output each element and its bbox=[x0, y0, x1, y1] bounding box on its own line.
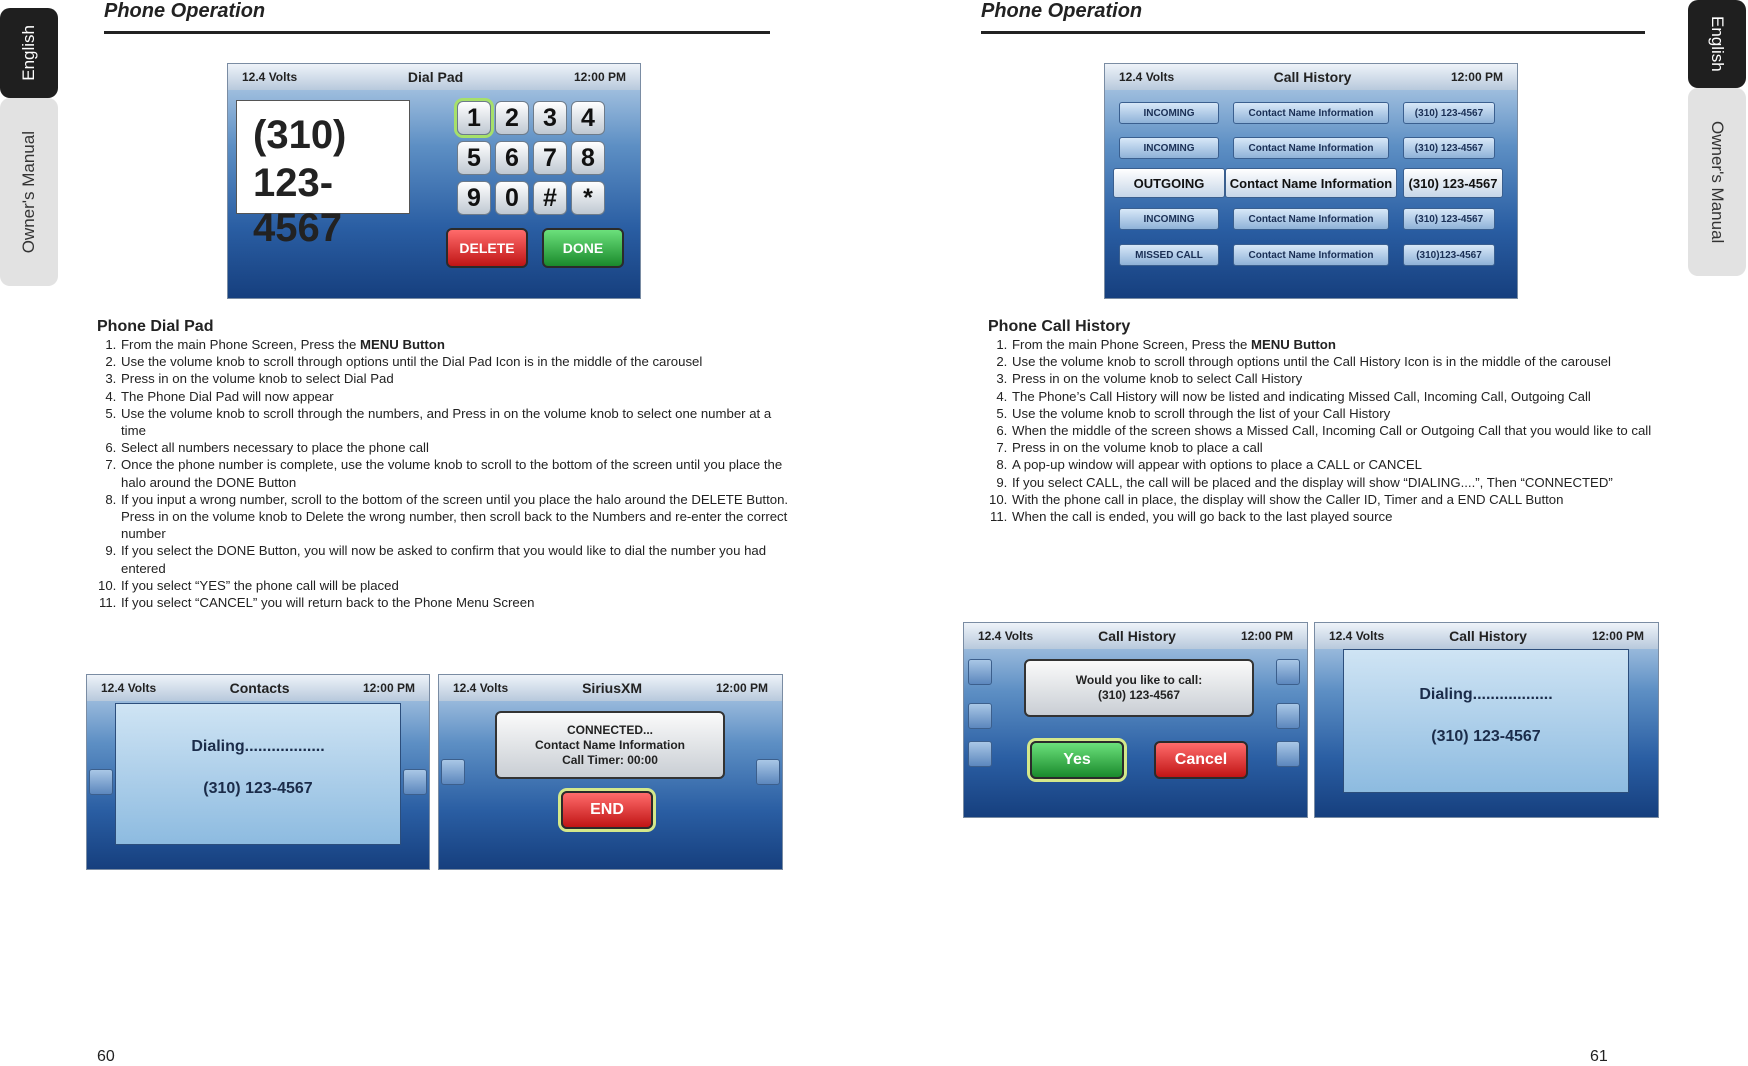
page-number: 61 bbox=[1590, 1048, 1608, 1065]
tab-english[interactable] bbox=[1688, 0, 1746, 88]
step-text: Use the volume knob to scroll through options until the Dial Pad Icon is in the middle of the carousel bbox=[121, 354, 703, 370]
volts-readout: 12.4 Volts bbox=[1329, 629, 1385, 643]
dialing-number: (310) 123-4567 bbox=[1431, 728, 1541, 745]
clock: 12:00 PM bbox=[573, 70, 626, 84]
number-line-2: 123-4567 bbox=[253, 161, 342, 250]
tab-owners-manual-label: Owner's Manual bbox=[19, 130, 38, 254]
confirm-question: Would you like to call: bbox=[1075, 673, 1203, 687]
step-text: From the main Phone Screen, Press the bbox=[1012, 337, 1251, 352]
side-nub bbox=[968, 659, 992, 685]
step-text: If you input a wrong number, scroll to the bottom of the screen until you place the halo around the DELETE Button. Press in on the volume knob to Delete the wrong number, then scroll back to the Numbers and re-enter the correct number bbox=[121, 491, 789, 542]
clock: 12:00 PM bbox=[1450, 70, 1503, 84]
step-text: Press in on the volume knob to select Call History bbox=[1012, 371, 1303, 387]
heading-rule bbox=[981, 31, 1645, 34]
step-item bbox=[120, 370, 792, 387]
key-7[interactable]: 7 bbox=[533, 141, 567, 175]
clock: 12:00 PM bbox=[715, 681, 768, 695]
key-3[interactable]: 3 bbox=[533, 101, 567, 135]
step-text: With the phone call in place, the display will show the Caller ID, Timer and a END CALL Button bbox=[1012, 491, 1564, 507]
clock: 12:00 PM bbox=[1591, 629, 1644, 643]
clock: 12:00 PM bbox=[362, 681, 415, 695]
side-nub bbox=[1276, 703, 1300, 729]
step-item bbox=[120, 577, 792, 594]
key-8[interactable]: 8 bbox=[571, 141, 605, 175]
screenshot-contacts-dialing bbox=[86, 674, 430, 870]
screen-title: Contacts bbox=[229, 680, 290, 696]
step-item bbox=[1011, 370, 1683, 387]
side-nub bbox=[756, 759, 780, 785]
history-row-2-type[interactable]: INCOMING bbox=[1119, 137, 1219, 159]
screenshot-confirm-call bbox=[963, 622, 1308, 818]
tab-owners-manual[interactable] bbox=[0, 98, 58, 286]
side-nub bbox=[968, 703, 992, 729]
side-nub bbox=[1276, 659, 1300, 685]
number-display bbox=[236, 100, 410, 250]
page-number: 60 bbox=[97, 1048, 115, 1065]
step-item bbox=[1011, 439, 1683, 456]
history-row-3-name[interactable]: Contact Name Information bbox=[1225, 168, 1397, 198]
step-item bbox=[120, 353, 792, 370]
steps-list bbox=[97, 336, 792, 611]
status-bar bbox=[439, 675, 782, 701]
screenshot-call-history-dialing bbox=[1314, 622, 1659, 818]
step-text-bold: MENU Button bbox=[359, 337, 445, 352]
key-5[interactable]: 5 bbox=[457, 141, 491, 175]
tab-english[interactable] bbox=[0, 8, 58, 98]
status-bar bbox=[228, 64, 640, 90]
tab-owners-manual[interactable] bbox=[1688, 88, 1746, 276]
dialing-panel bbox=[115, 703, 401, 845]
step-text: Press in on the volume knob to select Dial Pad bbox=[121, 371, 394, 387]
history-row-5-number[interactable]: (310)123-4567 bbox=[1403, 244, 1495, 266]
step-item bbox=[120, 388, 792, 405]
step-text: If you select “CANCEL” you will return back to the Phone Menu Screen bbox=[121, 595, 535, 611]
step-text: Use the volume knob to scroll through the list of your Call History bbox=[1012, 405, 1391, 421]
side-nub bbox=[441, 759, 465, 785]
history-row-4-number[interactable]: (310) 123-4567 bbox=[1403, 208, 1495, 230]
key-2[interactable]: 2 bbox=[495, 101, 529, 135]
end-call-button[interactable]: END bbox=[561, 791, 653, 829]
step-item bbox=[120, 405, 792, 439]
status-bar bbox=[87, 675, 429, 701]
screen-title: Dial Pad bbox=[407, 69, 464, 85]
screenshot-dial-pad bbox=[227, 63, 641, 299]
step-item bbox=[120, 336, 792, 353]
volts-readout: 12.4 Volts bbox=[453, 681, 509, 695]
dialing-text: Dialing.................. bbox=[1419, 686, 1553, 703]
clock: 12:00 PM bbox=[1240, 629, 1293, 643]
step-text: If you select “YES” the phone call will be placed bbox=[121, 577, 399, 593]
step-item bbox=[1011, 474, 1683, 491]
step-item bbox=[120, 542, 792, 576]
side-nub bbox=[1276, 741, 1300, 767]
history-row-2-number[interactable]: (310) 123-4567 bbox=[1403, 137, 1495, 159]
screen-title: Call History bbox=[1449, 628, 1527, 644]
key-star[interactable]: * bbox=[571, 181, 605, 215]
step-text: When the middle of the screen shows a Missed Call, Incoming Call or Outgoing Call that you would like to call bbox=[1012, 423, 1652, 439]
dialing-number: (310) 123-4567 bbox=[203, 780, 313, 797]
history-row-3-number[interactable]: (310) 123-4567 bbox=[1403, 168, 1503, 198]
history-row-1-name[interactable]: Contact Name Information bbox=[1233, 102, 1389, 124]
volts-readout: 12.4 Volts bbox=[242, 70, 298, 84]
volts-readout: 12.4 Volts bbox=[1119, 70, 1175, 84]
done-button[interactable]: DONE bbox=[542, 228, 624, 268]
screen-title: SiriusXM bbox=[582, 680, 642, 696]
steps-list bbox=[988, 336, 1683, 525]
step-text: Select all numbers necessary to place the phone call bbox=[121, 440, 429, 456]
dialing-text: Dialing.................. bbox=[191, 738, 325, 755]
step-text: When the call is ended, you will go back to the last played source bbox=[1012, 509, 1393, 525]
history-row-5-name[interactable]: Contact Name Information bbox=[1233, 244, 1389, 266]
step-text: The Phone’s Call History will now be listed and indicating Missed Call, Incoming Call, Outgoing Call bbox=[1012, 388, 1591, 404]
key-4[interactable]: 4 bbox=[571, 101, 605, 135]
page-heading: Phone Operation bbox=[104, 0, 266, 22]
step-item bbox=[120, 456, 792, 490]
screen-title: Call History bbox=[1273, 69, 1352, 85]
step-item bbox=[1011, 491, 1683, 508]
step-text: Press in on the volume knob to place a call bbox=[1012, 440, 1263, 456]
status-bar bbox=[1315, 623, 1658, 649]
status-bar bbox=[1105, 64, 1517, 90]
step-item bbox=[120, 594, 792, 611]
yes-button[interactable]: Yes bbox=[1030, 741, 1124, 779]
history-row-5-type[interactable]: MISSED CALL bbox=[1119, 244, 1219, 266]
confirm-popup bbox=[1024, 659, 1254, 717]
step-text: Use the volume knob to scroll through the numbers, and Press in on the volume knob to select one number at a time bbox=[121, 405, 772, 439]
tab-english-label: English bbox=[19, 25, 38, 81]
step-item bbox=[1011, 388, 1683, 405]
connected-popup bbox=[495, 711, 725, 779]
heading-rule bbox=[104, 31, 770, 34]
key-0[interactable]: 0 bbox=[495, 181, 529, 215]
step-text: If you select CALL, the call will be placed and the display will show “DIALING....”, Then “CONNECTED” bbox=[1012, 474, 1613, 490]
cancel-button[interactable]: Cancel bbox=[1154, 741, 1248, 779]
step-item bbox=[1011, 422, 1683, 439]
step-text: The Phone Dial Pad will now appear bbox=[121, 388, 334, 404]
history-row-2-name[interactable]: Contact Name Information bbox=[1233, 137, 1389, 159]
number-line-1: (310) bbox=[253, 113, 347, 157]
step-text: Once the phone number is complete, use the volume knob to scroll to the bottom of the screen until you place the halo around the DONE Button bbox=[121, 457, 783, 490]
confirm-number: (310) 123-4567 bbox=[1097, 688, 1181, 702]
screenshot-call-history bbox=[1104, 63, 1518, 299]
section-title: Phone Dial Pad bbox=[97, 318, 214, 335]
step-text: A pop-up window will appear with options to place a CALL or CANCEL bbox=[1012, 457, 1423, 473]
tab-english-label: English bbox=[1708, 16, 1727, 72]
connected-line-2: Contact Name Information bbox=[534, 737, 685, 752]
step-item bbox=[120, 439, 792, 456]
delete-button[interactable]: DELETE bbox=[446, 228, 528, 268]
side-nub bbox=[89, 769, 113, 795]
history-row-1-number[interactable]: (310) 123-4567 bbox=[1403, 102, 1495, 124]
step-item bbox=[1011, 353, 1683, 370]
step-item bbox=[1011, 508, 1683, 525]
step-text-bold: MENU Button bbox=[1250, 337, 1336, 352]
screenshot-connected bbox=[438, 674, 783, 870]
status-bar bbox=[964, 623, 1307, 649]
volts-readout: 12.4 Volts bbox=[978, 629, 1034, 643]
step-text: From the main Phone Screen, Press the bbox=[121, 337, 360, 352]
page-heading: Phone Operation bbox=[981, 0, 1143, 22]
side-nub bbox=[968, 741, 992, 767]
key-hash[interactable]: # bbox=[533, 181, 567, 215]
history-row-4-type[interactable]: INCOMING bbox=[1119, 208, 1219, 230]
connected-line-1: CONNECTED... bbox=[566, 722, 653, 737]
dialing-panel bbox=[1343, 649, 1629, 793]
step-item bbox=[1011, 456, 1683, 473]
section-title: Phone Call History bbox=[988, 318, 1131, 335]
tab-owners-manual-label: Owner's Manual bbox=[1708, 120, 1727, 244]
step-text: Use the volume knob to scroll through options until the Call History Icon is in the middle of the carousel bbox=[1012, 354, 1611, 370]
key-9[interactable]: 9 bbox=[457, 181, 491, 215]
volts-readout: 12.4 Volts bbox=[101, 681, 157, 695]
history-row-4-name[interactable]: Contact Name Information bbox=[1233, 208, 1389, 230]
step-item bbox=[1011, 405, 1683, 422]
history-row-3-type[interactable]: OUTGOING bbox=[1113, 168, 1225, 198]
key-6[interactable]: 6 bbox=[495, 141, 529, 175]
side-nub bbox=[403, 769, 427, 795]
history-row-1-type[interactable]: INCOMING bbox=[1119, 102, 1219, 124]
step-item bbox=[120, 491, 792, 543]
step-text: If you select the DONE Button, you will now be asked to confirm that you would like to dial the number you had entered bbox=[121, 543, 767, 576]
screen-title: Call History bbox=[1098, 628, 1176, 644]
step-item bbox=[1011, 336, 1683, 353]
key-1[interactable]: 1 bbox=[457, 101, 491, 135]
connected-line-3: Call Timer: 00:00 bbox=[562, 752, 658, 767]
